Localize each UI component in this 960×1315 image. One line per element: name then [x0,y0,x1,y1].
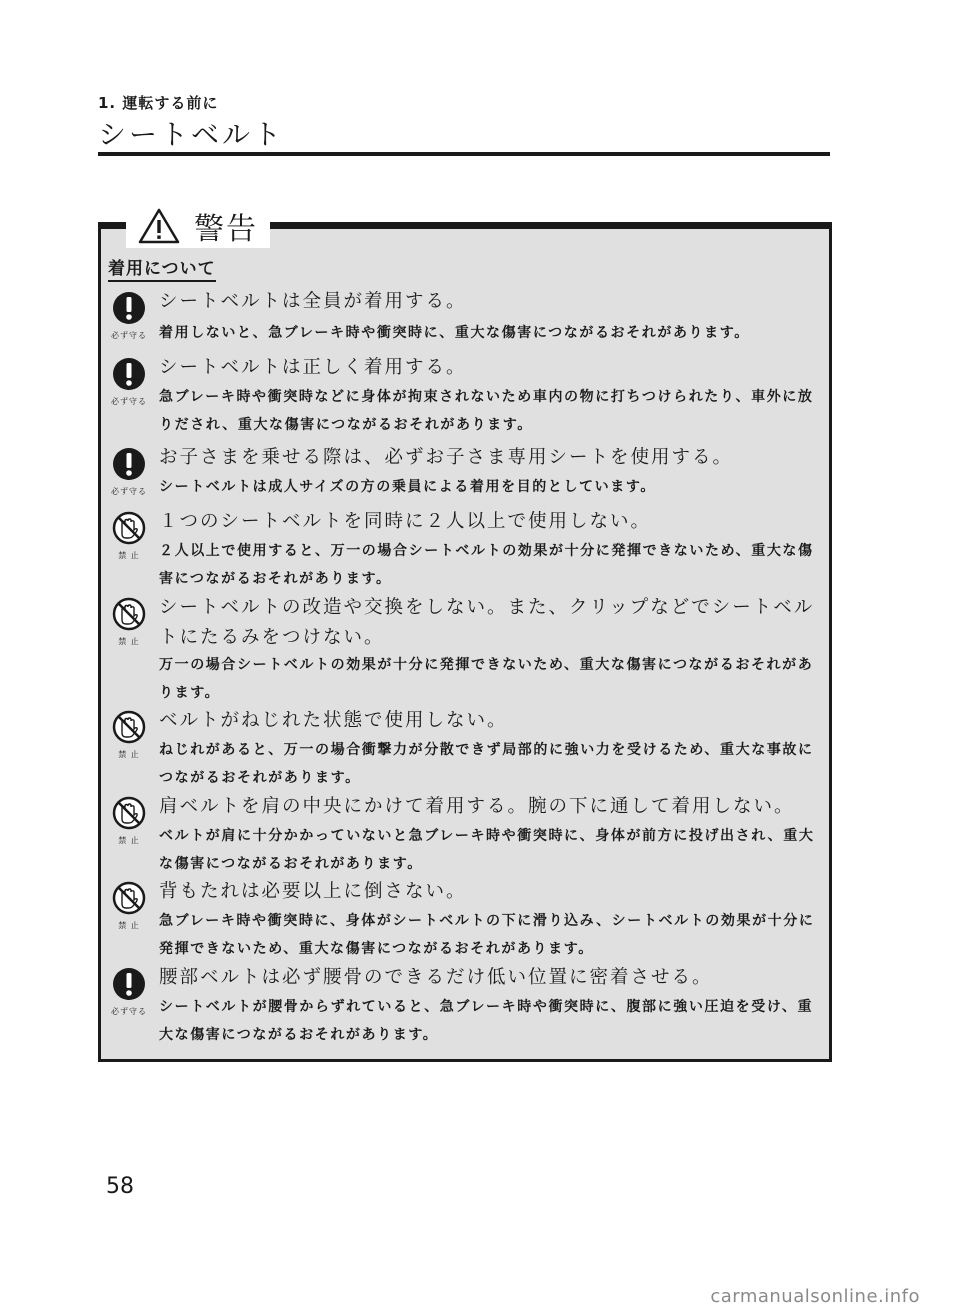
prohibited-hand-icon [112,616,146,635]
icon-caption: 禁 止 [118,637,140,646]
breadcrumb: 1. 運転する前に [98,94,219,112]
title-divider [98,152,830,156]
item-body: シートベルトが腰骨からずれていると、急ブレーキ時や衝突時に、腹部に強い圧迫を受け、重大な傷害につながるおそれがあります。 [159,999,814,1043]
item-body: 急ブレーキ時や衝突時などに身体が拘束されないため車内の物に打ちつけられたり、車外に放りだされ、重大な傷害につながるおそれがあります。 [159,389,814,433]
item-body: 万一の場合シートベルトの効果が十分に発揮できないため、重大な傷害につながるおそれがあります。 [159,657,814,701]
exclamation-mandatory-icon [112,466,146,485]
prohibited-hand-icon [112,729,146,748]
item-body: ねじれがあると、万一の場合衝撃力が分散できず局部的に強い力を受けるため、重大な事故につながるおそれがあります。 [159,742,814,786]
warning-label: 警告 [194,212,258,247]
section-title: 着用について [108,254,216,282]
item-body: シートベルトは成人サイズの方の乗員による着用を目的としています。 [159,479,656,495]
warning-triangle-icon [138,208,180,244]
icon-caption: 禁 止 [118,921,140,930]
icon-caption: 禁 止 [118,551,140,560]
page-title: シートベルト [98,118,285,151]
item-heading: ベルトがねじれた状態で使用しない。 [159,710,508,731]
item-heading: シートベルトの改造や交換をしない。また、クリップなどでシートベルトにたるみをつけない。 [159,597,815,648]
item-heading: シートベルトは全員が着用する。 [159,291,467,312]
icon-caption: 必ず守る [111,331,147,340]
exclamation-mandatory-icon [112,310,146,329]
item-body: 着用しないと、急ブレーキ時や衝突時に、重大な傷害につながるおそれがあります。 [159,325,750,341]
prohibited-hand-icon [112,900,146,919]
icon-caption: 禁 止 [118,836,140,845]
item-heading: １つのシートベルトを同時に２人以上で使用しない。 [159,511,652,532]
item-heading: 肩ベルトを肩の中央にかけて着用する。腕の下に通して着用しない。 [159,796,795,817]
item-heading: 腰部ベルトは必ず腰骨のできるだけ低い位置に密着させる。 [159,967,713,988]
exclamation-mandatory-icon [112,986,146,1005]
icon-caption: 必ず守る [111,397,147,406]
item-heading: 背もたれは必要以上に倒さない。 [159,881,467,902]
prohibited-hand-icon [112,530,146,549]
item-heading: お子さまを乗せる際は、必ずお子さま専用シートを使用する。 [159,447,734,468]
page-number: 58 [106,1174,134,1199]
icon-caption: 必ず守る [111,487,147,496]
icon-caption: 禁 止 [118,750,140,759]
item-body: 急ブレーキ時や衝突時に、身体がシートベルトの下に滑り込み、シートベルトの効果が十分に発揮できないため、重大な傷害につながるおそれがあります。 [159,913,815,957]
item-body: ２人以上で使用すると、万一の場合シートベルトの効果が十分に発揮できないため、重大な傷害につながるおそれがあります。 [159,543,814,587]
warning-header [126,204,270,248]
item-heading: シートベルトは正しく着用する。 [159,357,467,378]
exclamation-mandatory-icon [112,376,146,395]
item-body: ベルトが肩に十分かかっていないと急ブレーキ時や衝突時に、身体が前方に投げ出され、重大な傷害につながるおそれがあります。 [159,828,815,872]
watermark: carmanualsonline.info [710,1286,920,1307]
prohibited-hand-icon [112,815,146,834]
icon-caption: 必ず守る [111,1007,147,1016]
